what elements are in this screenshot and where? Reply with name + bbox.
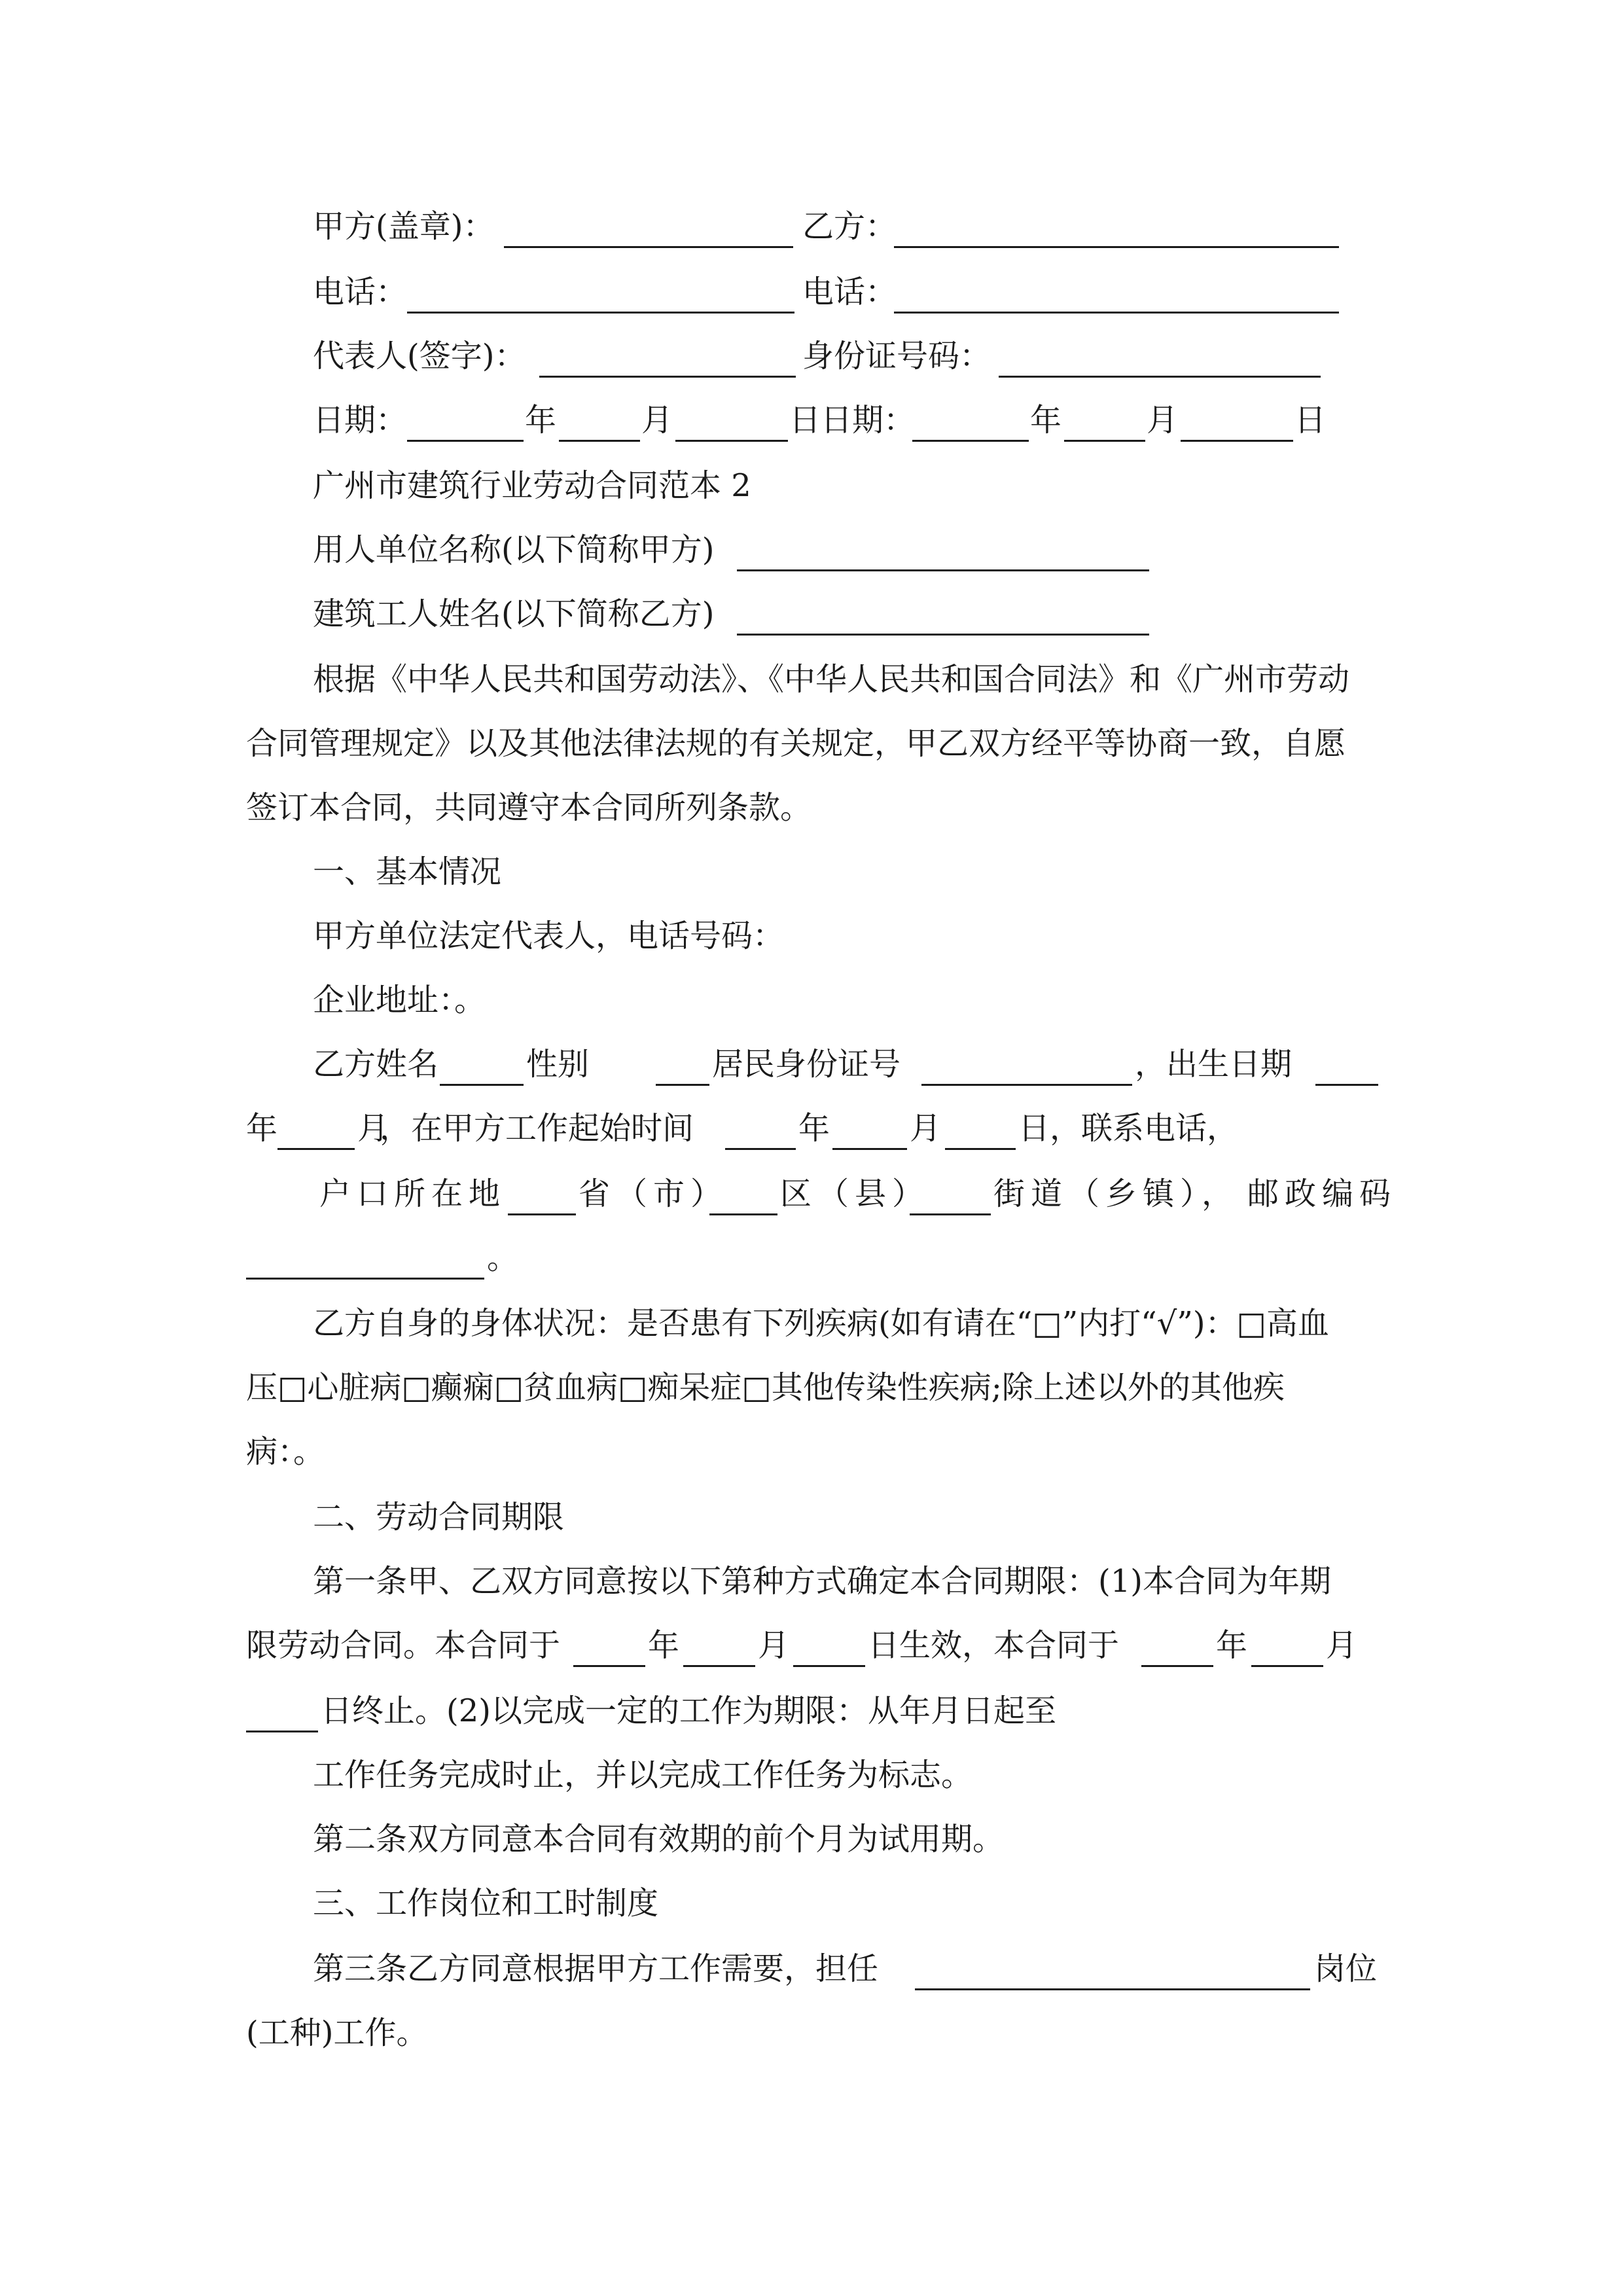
date-b-year-blank[interactable]	[912, 440, 1029, 442]
effective-month-blank[interactable]	[683, 1665, 755, 1667]
personal-info-row-2	[0, 1110, 1623, 1152]
article-1-line-3	[0, 1695, 1623, 1734]
hukou-label: 户口所在地	[319, 1175, 507, 1212]
postcode-end: 。	[487, 1240, 519, 1276]
section-3-heading-row	[0, 1885, 1623, 1927]
personal-info-row-1	[0, 1046, 1623, 1088]
worker-name-label: 建筑工人姓名(以下简称乙方)	[313, 596, 715, 632]
date-b-day-blank[interactable]	[1181, 440, 1293, 442]
end-month-unit: 月	[1326, 1627, 1358, 1664]
postcode-row	[0, 1242, 1623, 1282]
party-b-blank[interactable]	[894, 246, 1339, 248]
article-2-row	[0, 1823, 1623, 1863]
party-b-label: 乙方：	[802, 208, 897, 245]
health-line-3	[0, 1433, 1623, 1475]
id-label: 居民身份证号	[712, 1046, 901, 1083]
article-1-text-1: 第一条甲、乙双方同意按以下第种方式确定本合同期限：(1)本合同为年期	[313, 1563, 1331, 1600]
birth-month-blank[interactable]	[277, 1148, 355, 1150]
legal-rep-text: 甲方单位法定代表人，电话号码：	[313, 918, 785, 954]
effective-day-blank[interactable]	[793, 1665, 865, 1667]
address-text: 企业地址：。	[313, 982, 486, 1018]
rep-sign-blank[interactable]	[539, 376, 796, 378]
date-a-day-date: 日日期：	[789, 402, 916, 439]
id-number-blank[interactable]	[999, 376, 1321, 378]
province-label: 省（市）	[579, 1175, 728, 1212]
effective-year-blank[interactable]	[573, 1665, 645, 1667]
birth-year-blank[interactable]	[1315, 1084, 1378, 1086]
effective-month-unit: 月	[758, 1627, 790, 1664]
birth-month-unit: 月	[357, 1110, 389, 1147]
postcode-blank[interactable]	[246, 1278, 484, 1280]
id-blank[interactable]	[921, 1084, 1132, 1086]
name-blank[interactable]	[440, 1084, 524, 1086]
end-day-blank[interactable]	[246, 1731, 318, 1732]
end-year-unit: 年	[1216, 1627, 1248, 1664]
article-1-line-4	[0, 1759, 1623, 1799]
article-1-line-1	[0, 1563, 1623, 1605]
start-day-unit: 日	[1018, 1110, 1050, 1147]
health-line-2	[0, 1369, 1623, 1411]
effective-year-unit: 年	[648, 1627, 680, 1664]
date-b-day: 日	[1294, 402, 1327, 439]
employer-row	[0, 531, 1623, 573]
health-text-2: 压□心脏病□癫痫□贫血病□痴呆症□其他传染性疾病;除上述以外的其他疾	[246, 1369, 1285, 1406]
date-a-day-blank[interactable]	[675, 440, 788, 442]
rep-sign-label: 代表人(签字)：	[313, 338, 526, 374]
postcode-label: 邮政编码	[1247, 1175, 1397, 1212]
district-blank[interactable]	[709, 1213, 777, 1215]
district-label: 区（县）	[780, 1175, 930, 1212]
street-label: 街道（乡镇），	[993, 1175, 1240, 1212]
article-3-text-a: 第三条乙方同意根据甲方工作需要，担任	[313, 1950, 879, 1987]
id-number-label: 身份证号码：	[802, 338, 991, 374]
date-a-month: 月	[641, 402, 673, 439]
article-1-text-2b: 日生效，本合同于	[868, 1627, 1120, 1664]
article-3-text-b: 岗位	[1314, 1950, 1378, 1987]
sign-row-date	[0, 404, 1623, 444]
section-2-heading: 二、劳动合同期限	[313, 1499, 565, 1535]
contract-title-row	[0, 467, 1623, 509]
section-2-heading-row	[0, 1501, 1623, 1541]
contract-title: 广州市建筑行业劳动合同范本 2	[313, 467, 751, 504]
start-year-unit: 年	[798, 1110, 830, 1147]
phone-a-label: 电话：	[313, 274, 408, 310]
article-1-line-2	[0, 1627, 1623, 1669]
start-day-blank[interactable]	[945, 1148, 1016, 1150]
article-1-text-3: 日终止。(2)以完成一定的工作为期限：从年月日起至	[321, 1693, 1056, 1729]
health-line-1	[0, 1305, 1623, 1347]
province-blank[interactable]	[508, 1213, 576, 1215]
date-a-year-blank[interactable]	[407, 440, 524, 442]
preamble-text-1: 根据《中华人民共和国劳动法》、《中华人民共和国合同法》和《广州市劳动	[313, 661, 1350, 698]
worker-row	[0, 598, 1623, 637]
article-3-line-1	[0, 1950, 1623, 1992]
employer-name-blank[interactable]	[737, 569, 1149, 571]
sign-row-party	[0, 208, 1623, 250]
preamble-line-2	[0, 725, 1623, 767]
legal-rep-row	[0, 920, 1623, 960]
hukou-row	[0, 1175, 1623, 1217]
worker-name-blank[interactable]	[737, 634, 1149, 636]
phone-b-label: 电话：	[802, 274, 897, 310]
health-text-3: 病：。	[246, 1433, 325, 1470]
start-month-blank[interactable]	[832, 1148, 907, 1150]
party-a-seal-blank[interactable]	[504, 246, 793, 248]
preamble-line-3	[0, 789, 1623, 831]
preamble-text-3: 签订本合同，共同遵守本合同所列条款。	[246, 789, 812, 826]
name-label: 乙方姓名	[313, 1046, 439, 1083]
gender-blank[interactable]	[656, 1084, 709, 1086]
position-blank[interactable]	[915, 1988, 1310, 1990]
section-3-heading: 三、工作岗位和工时制度	[313, 1885, 659, 1922]
section-1-heading-row	[0, 853, 1623, 895]
sign-row-rep	[0, 340, 1623, 380]
article-3-line-2	[0, 2017, 1623, 2056]
start-label: ，在甲方工作起始时间	[380, 1110, 694, 1147]
date-b-year: 年	[1030, 402, 1062, 439]
article-2-text: 第二条双方同意本合同有效期的前个月为试用期。	[313, 1821, 1005, 1857]
article-1-text-4: 工作任务完成时止，并以完成工作任务为标志。	[313, 1757, 973, 1793]
date-a-year: 年	[525, 402, 557, 439]
sign-row-phone	[0, 276, 1623, 315]
start-year-blank[interactable]	[725, 1148, 796, 1150]
phone-b-blank[interactable]	[894, 312, 1339, 314]
start-month-unit: 月	[910, 1110, 942, 1147]
gender-label: 性别	[526, 1046, 590, 1083]
employer-name-label: 用人单位名称(以下简称甲方)	[313, 531, 715, 568]
section-1-heading: 一、基本情况	[313, 853, 502, 890]
street-blank[interactable]	[910, 1213, 991, 1215]
phone-a-blank[interactable]	[407, 312, 794, 314]
date-b-month: 月	[1147, 402, 1179, 439]
article-3-text-c: (工种)工作。	[246, 2015, 428, 2051]
article-1-text-2a: 限劳动合同。本合同于	[246, 1627, 561, 1664]
preamble-line-1	[0, 661, 1623, 703]
health-text-1: 乙方自身的身体状况：是否患有下列疾病(如有请在“□”内打“√”)：□高血	[313, 1305, 1329, 1342]
date-a-month-blank[interactable]	[559, 440, 640, 442]
contact-label: ，联系电话，	[1050, 1110, 1239, 1147]
address-row	[0, 984, 1623, 1024]
preamble-text-2: 合同管理规定》以及其他法律法规的有关规定，甲乙双方经平等协商一致，自愿	[246, 725, 1346, 762]
party-a-seal-label: 甲方(盖章)：	[313, 208, 495, 245]
date-a-label: 日期：	[313, 402, 408, 439]
end-month-blank[interactable]	[1251, 1665, 1323, 1667]
birth-label: ，出生日期	[1135, 1046, 1293, 1083]
end-year-blank[interactable]	[1141, 1665, 1213, 1667]
date-b-month-blank[interactable]	[1064, 440, 1145, 442]
birth-year-unit: 年	[246, 1110, 278, 1147]
